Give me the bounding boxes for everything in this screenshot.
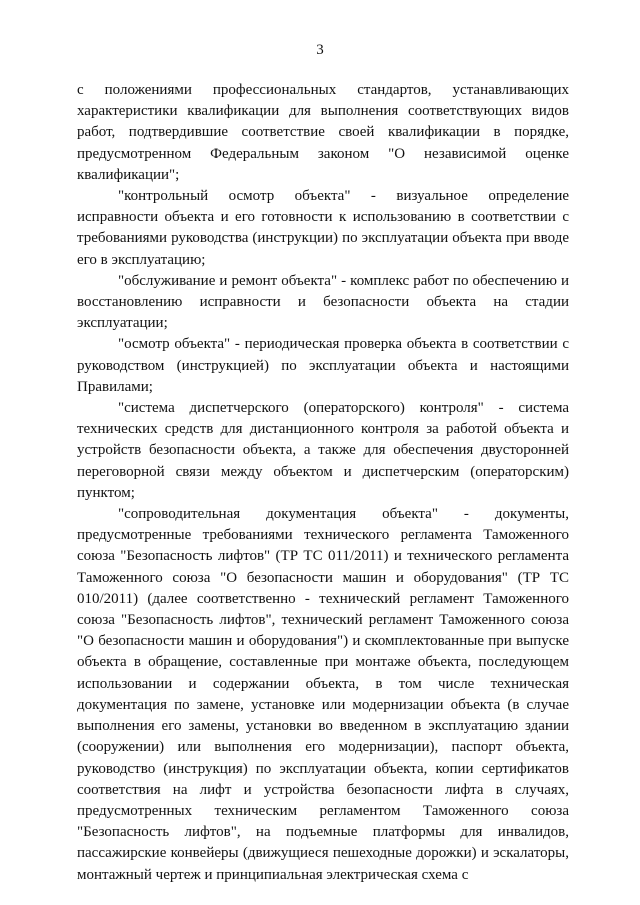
paragraph-accompanying-documentation: "сопроводительная документация объекта" - документы, предусмотренные требованиями технического регламента Таможенного союза "Безопасность лифтов" (ТР ТС 011/2011) и технического регламента Таможенного союза "О безопасности машин и оборудования" (ТР ТС 010/2011) (далее соответственно - технический регламент Таможенного союза "Безопасность лифтов", технический регламент Таможенного союза "О безопасности машин и оборудования") и скомплектованные при выпуске объекта в обращение, составленные при монтаже объекта, последующем использовании и содержании объекта, в том числе техническая документация по замене, установке или модернизации объекта (в случае выполнения его замены, установки во введенном в эксплуатацию здании (сооружении) или выполнения его модернизации), паспорт объекта, руководство (инструкция) по эксплуатации объекта, копии сертификатов соответствия на лифт и устройства безопасности лифта в случаях, предусмотренных техническим регламентом Таможенного союза "Безопасность лифтов", на подъемные платформы для инвалидов, пассажирские конвейеры (движущиеся пешеходные дорожки) и эскалаторы, монтажный чертеж и принципиальная электрическая схема с [77, 506, 569, 883]
paragraph-continuation: с положениями профессиональных стандартов, устанавливающих характеристики квалификации для выполнения соответствующих видов работ, подтвердившие соответствие своей квалификации в порядке, предусмотренном Федеральным законом "О независимой оценке квалификации"; [77, 82, 569, 183]
paragraph-control-inspection: "контрольный осмотр объекта" - визуальное определение исправности объекта и его готовности к использованию в соответствии с требованиями руководства (инструкции) по эксплуатации объекта при вводе его в эксплуатацию; [77, 188, 569, 268]
paragraph-dispatch-control-system: "система диспетчерского (операторского) контроля" - система технических средств для дистанционного контроля за работой объекта и устройств безопасности объекта, а также для обеспечения двусторонней переговорной связи между объектом и диспетчерским (операторским) пунктом; [77, 400, 569, 501]
paragraph-maintenance-repair: "обслуживание и ремонт объекта" - комплекс работ по обеспечению и восстановлению исправности и безопасности объекта на стадии эксплуатации; [77, 272, 569, 332]
paragraph-object-inspection: "осмотр объекта" - периодическая проверка объекта в соответствии с руководством (инструкцией) по эксплуатации объекта и настоящими Правилами; [77, 336, 569, 395]
document-body [77, 80, 569, 886]
page-number: 3 [316, 42, 324, 58]
